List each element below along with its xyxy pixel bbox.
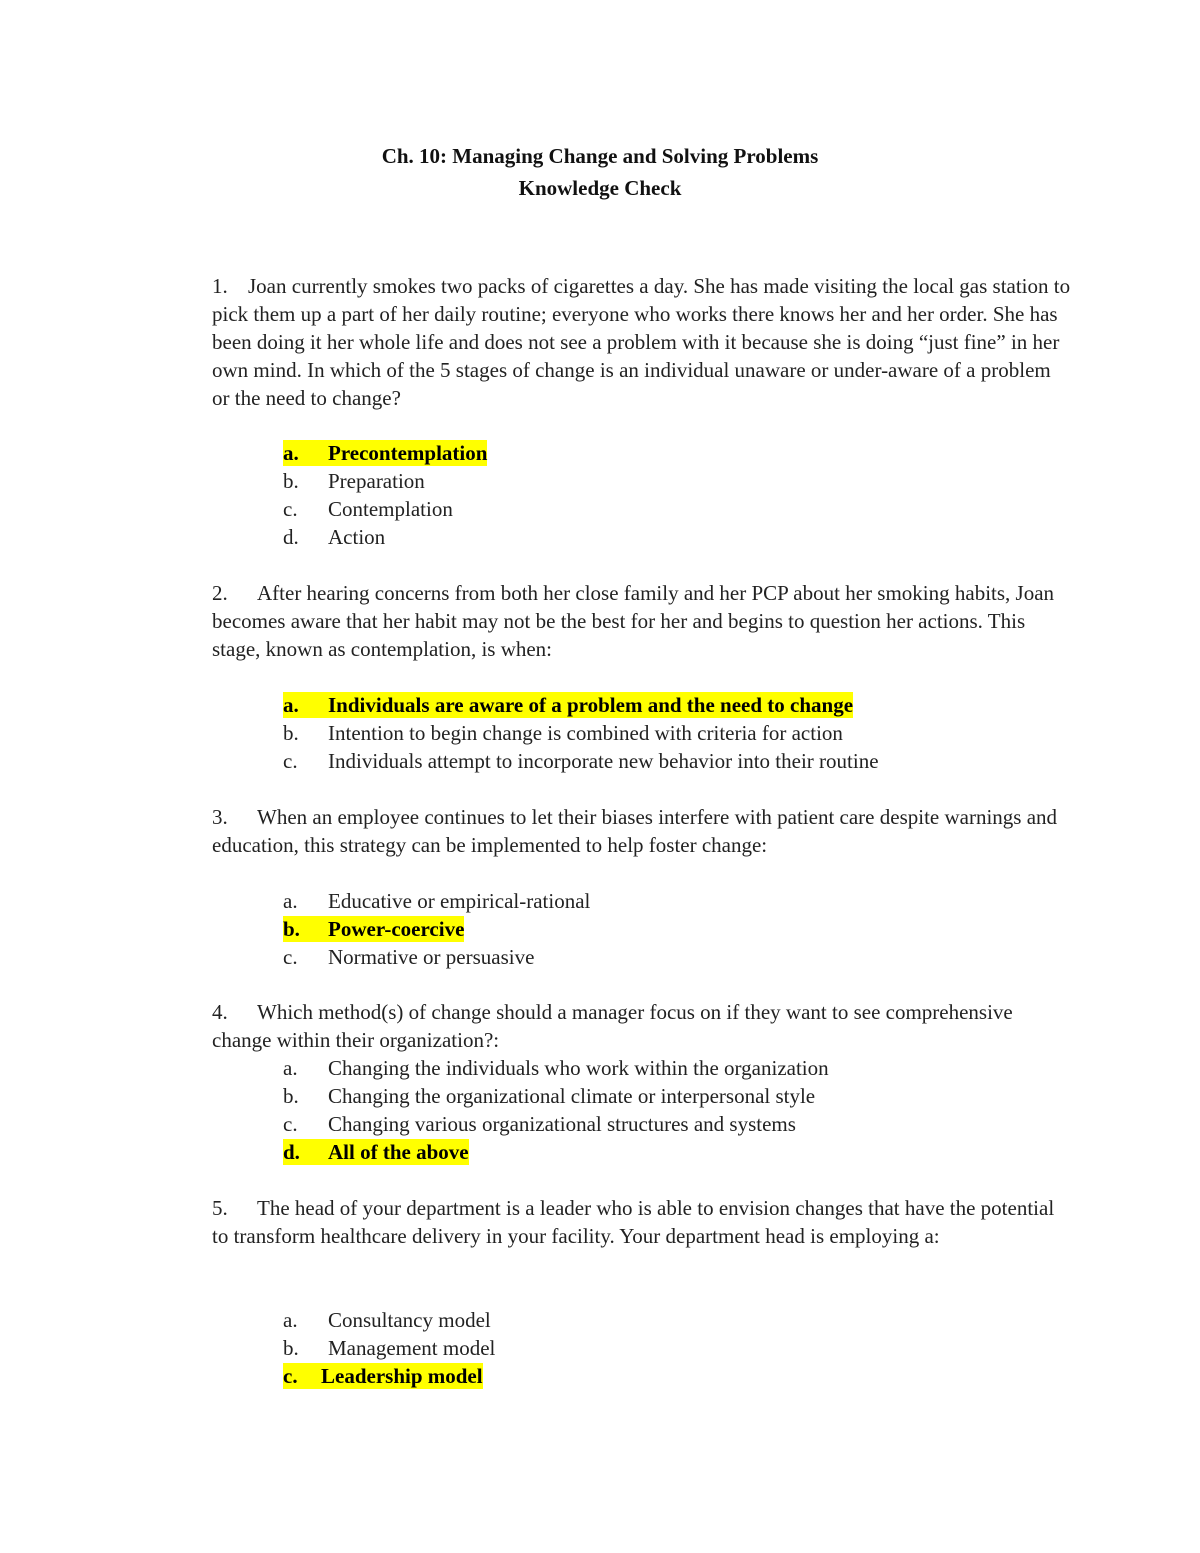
option-text: Normative or persuasive: [328, 945, 535, 969]
question-number: 5.: [212, 1196, 228, 1220]
question-5-text: [212, 1194, 1072, 1250]
option-text: Changing the individuals who work within the organization: [328, 1056, 829, 1080]
option-text: Educative or empirical-rational: [328, 889, 591, 913]
question-number: 2.: [212, 581, 228, 605]
option-letter: d.: [283, 525, 299, 549]
page-subtitle: Knowledge Check: [518, 176, 682, 200]
option-letter: c.: [283, 749, 298, 773]
option-letter: b.: [283, 917, 300, 941]
option-letter: a.: [283, 889, 298, 913]
option-text: Changing various organizational structures and systems: [328, 1112, 796, 1136]
question-4-option-d-correct: [283, 1139, 469, 1165]
option-text: Leadership model: [321, 1364, 483, 1388]
question-body: Joan currently smokes two packs of cigarettes a day. She has made visiting the local gas station to pick them up a part of her daily routine; everyone who works there knows her and her order. She has been doing it her whole life and does not see a problem with it because she is doing “just fine” in her own mind. In which of the 5 stages of change is an individual unaware or under-aware of a problem or the need to change?: [212, 274, 1071, 410]
question-body: Which method(s) of change should a manager focus on if they want to see comprehensive change within their organization?:: [212, 1000, 1013, 1052]
option-letter: b.: [283, 721, 299, 745]
option-text: Individuals attempt to incorporate new behavior into their routine: [328, 749, 879, 773]
option-text: Power-coercive: [328, 917, 465, 941]
question-1-option-a-correct: [283, 440, 487, 466]
question-body: After hearing concerns from both her close family and her PCP about her smoking habits, Joan becomes aware that her habit may not be the best for her and begins to question her actions. This stage, known as contemplation, is when:: [212, 581, 1055, 661]
option-letter: b.: [283, 1336, 299, 1360]
question-4-text: [212, 998, 1072, 1054]
option-letter: c.: [283, 1112, 298, 1136]
option-letter: b.: [283, 469, 299, 493]
option-letter: a.: [283, 1056, 298, 1080]
question-3-option-b-correct: [283, 916, 464, 942]
option-text: Changing the organizational climate or interpersonal style: [328, 1084, 816, 1108]
question-3-text: [212, 803, 1072, 859]
option-text: Action: [328, 525, 386, 549]
option-letter: c.: [283, 945, 298, 969]
option-text: Precontemplation: [328, 441, 488, 465]
question-body: The head of your department is a leader who is able to envision changes that have the potential to transform healthcare delivery in your facility. Your department head is employing a:: [212, 1196, 1055, 1248]
option-letter: a.: [283, 1308, 298, 1332]
option-text: Management model: [328, 1336, 496, 1360]
option-letter: d.: [283, 1140, 300, 1164]
question-number: 4.: [212, 1000, 228, 1024]
option-text: Contemplation: [328, 497, 453, 521]
question-2-text: [212, 579, 1072, 663]
option-letter: c.: [283, 1364, 298, 1388]
question-body: When an employee continues to let their biases interfere with patient care despite warnings and education, this strategy can be implemented to help foster change:: [212, 805, 1058, 857]
option-text: Preparation: [328, 469, 425, 493]
question-2-option-a-correct: [283, 692, 853, 718]
option-text: Intention to begin change is combined with criteria for action: [328, 721, 843, 745]
option-letter: b.: [283, 1084, 299, 1108]
option-letter: a.: [283, 441, 299, 465]
question-number: 3.: [212, 805, 228, 829]
option-text: All of the above: [328, 1140, 469, 1164]
option-text: Individuals are aware of a problem and the need to change: [328, 693, 854, 717]
option-letter: a.: [283, 693, 299, 717]
option-text: Consultancy model: [328, 1308, 491, 1332]
question-1-text: [212, 272, 1072, 412]
question-number: 1.: [212, 274, 228, 298]
option-letter: c.: [283, 497, 298, 521]
page-title: Ch. 10: Managing Change and Solving Problems: [381, 144, 819, 168]
question-5-option-c-correct: [283, 1363, 483, 1389]
